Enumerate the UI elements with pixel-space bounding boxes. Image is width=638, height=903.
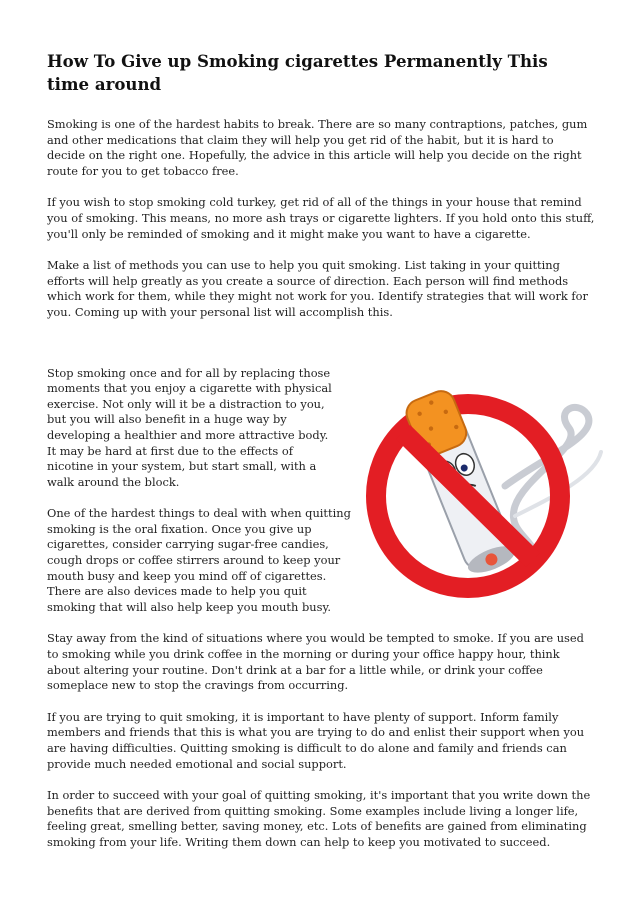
paragraph-1: Smoking is one of the hardest habits to break. There are so many contraptions, patches, gum and other medications that claim they will help you get rid of the habit, but it is hard to decide on the right one. Hopefully, the advice in this article will help you decide on the right route for you to get tobacco free.: [47, 117, 588, 178]
no-smoking-illustration: [355, 366, 617, 604]
article-title: How To Give up Smoking cigarettes Permanently This time around: [47, 51, 548, 94]
paragraph-6: Stay away from the kind of situations where you would be tempted to smoke. If you are used to smoking while you drink coffee in the morning or during your office happy hour, think about altering your routine. Don't drink at a bar for a little while, or drink your coffee someplace new to stop the cravings from occurring.: [47, 631, 584, 693]
no-smoking-sign-icon: [355, 366, 617, 604]
article: [47, 50, 595, 867]
paragraph-5: One of the hardest things to deal with when quitting smoking is the oral fixation. Once you give up cigarettes, consider carrying sugar-free candies, cough drops or coffee stirrers around to keep your mouth busy and keep you mind off of cigarettes. There are also devices made to help you quit smoking that will also help keep you mouth busy.: [47, 506, 351, 614]
paragraph-4: Stop smoking once and for all by replacing those moments that you enjoy a cigarette with physical exercise. Not only will it be a distraction to you, but you will also benefit in a huge way by developing a healthier and more attractive body. It may be hard at first due to the effects of nicotine in your system, but start small, with a walk around the block.: [47, 365, 332, 489]
paragraph-3: Make a list of methods you can use to help you quit smoking. List taking in your quitting efforts will help greatly as you create a source of direction. Each person will find methods which work for them, while they might not work for you. Identify strategies that will work for you. Coming up with your personal list will accomplish this.: [47, 258, 588, 319]
spacer: [47, 337, 595, 366]
paragraph-2: If you wish to stop smoking cold turkey, get rid of all of the things in your house that remind you of smoking. This means, no more ash trays or cigarette lighters. If you hold onto this stuff, you'll only be reminded of smoking and it might make you want to have a cigarette.: [47, 195, 595, 241]
paragraph-8: In order to succeed with your goal of quitting smoking, it's important that you write down the benefits that are derived from quitting smoking. Some examples include living a longer life, feeling great, smelling better, saving money, etc. Lots of benefits are gained from eliminating smoking from your life. Writing them down can help to keep you motivated to succeed.: [47, 788, 591, 849]
paragraph-7: If you are trying to quit smoking, it is important to have plenty of support. Inform family members and friends that this is what you are trying to do and enlist their support when you are having difficulties. Quitting smoking is difficult to do alone and family and friends can provide much needed emotional and social support.: [47, 709, 585, 771]
